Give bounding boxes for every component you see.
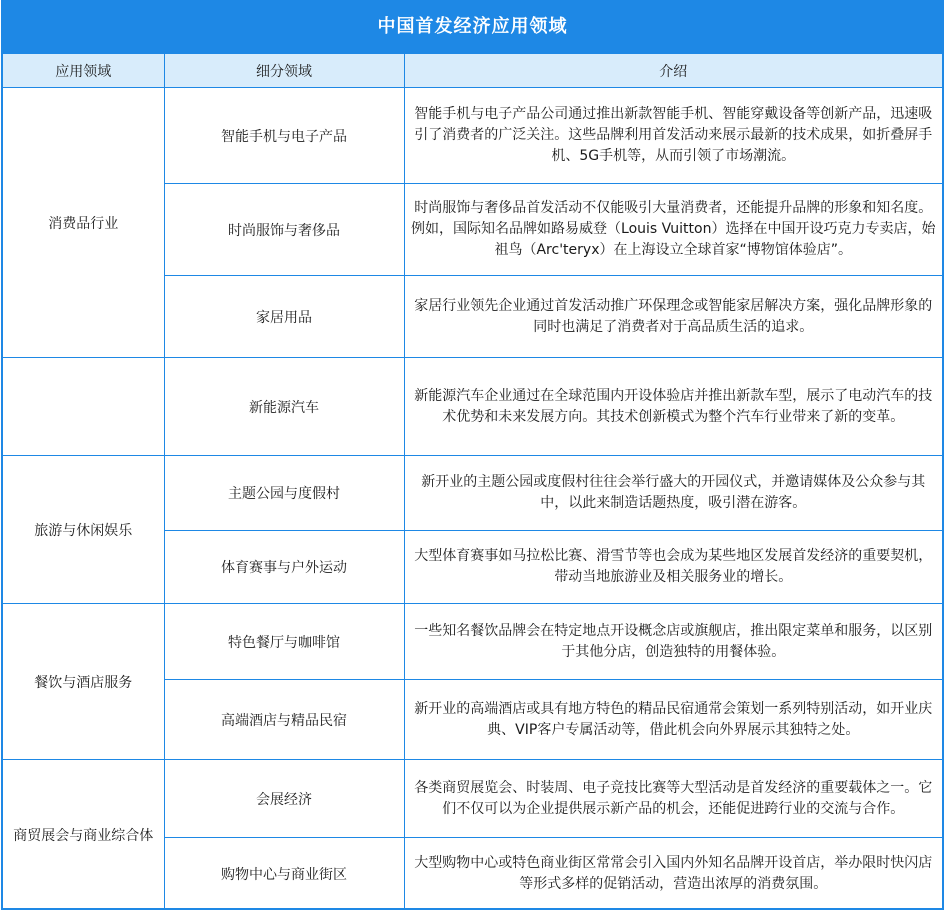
header-category: 应用领域 <box>3 54 164 88</box>
category-cell: 商贸展会与商业综合体 <box>3 760 164 910</box>
table-row <box>3 604 942 680</box>
description-cell: 一些知名餐饮品牌会在特定地点开设概念店或旗舰店，推出限定菜单和服务，以区别于其他分店，创造独特的用餐体验。 <box>404 604 942 680</box>
subcategory-cell: 新能源汽车 <box>164 358 404 456</box>
subcategory-cell: 家居用品 <box>164 276 404 358</box>
document-frame <box>1 0 944 910</box>
description-cell: 大型体育赛事如马拉松比赛、滑雪节等也会成为某些地区发展首发经济的重要契机，带动当地旅游业及相关服务业的增长。 <box>404 531 942 604</box>
category-cell: 旅游与休闲娱乐 <box>3 456 164 604</box>
header-row <box>3 54 942 88</box>
description-cell: 新开业的高端酒店或具有地方特色的精品民宿通常会策划一系列特别活动，如开业庆典、VIP客户专属活动等，借此机会向外界展示其独特之处。 <box>404 680 942 760</box>
category-cell <box>3 358 164 456</box>
description-cell: 大型购物中心或特色商业街区常常会引入国内外知名品牌开设首店，举办限时快闪店等形式多样的促销活动，营造出浓厚的消费氛围。 <box>404 838 942 910</box>
category-cell: 消费品行业 <box>3 88 164 358</box>
description-cell: 新开业的主题公园或度假村往往会举行盛大的开园仪式，并邀请媒体及公众参与其中，以此来制造话题热度，吸引潜在游客。 <box>404 456 942 531</box>
subcategory-cell: 会展经济 <box>164 760 404 838</box>
description-cell: 时尚服饰与奢侈品首发活动不仅能吸引大量消费者，还能提升品牌的形象和知名度。例如，国际知名品牌如路易威登（Louis Vuitton）选择在中国开设巧克力专卖店，始祖鸟（Arc'teryx）在上海设立全球首家“博物馆体验店”。 <box>404 184 942 276</box>
category-cell: 餐饮与酒店服务 <box>3 604 164 760</box>
header-description: 介绍 <box>404 54 942 88</box>
subcategory-cell: 主题公园与度假村 <box>164 456 404 531</box>
table-row <box>3 88 942 184</box>
subcategory-cell: 高端酒店与精品民宿 <box>164 680 404 760</box>
subcategory-cell: 体育赛事与户外运动 <box>164 531 404 604</box>
subcategory-cell: 智能手机与电子产品 <box>164 88 404 184</box>
table-row <box>3 760 942 838</box>
header-subcategory: 细分领域 <box>164 54 404 88</box>
table-row <box>3 456 942 531</box>
description-cell: 家居行业领先企业通过首发活动推广环保理念或智能家居解决方案，强化品牌形象的同时也满足了消费者对于高品质生活的追求。 <box>404 276 942 358</box>
table-row <box>3 358 942 456</box>
application-table <box>3 54 942 910</box>
subcategory-cell: 购物中心与商业街区 <box>164 838 404 910</box>
description-cell: 各类商贸展览会、时装周、电子竞技比赛等大型活动是首发经济的重要载体之一。它们不仅可以为企业提供展示新产品的机会，还能促进跨行业的交流与合作。 <box>404 760 942 838</box>
table-title: 中国首发经济应用领域 <box>3 0 942 54</box>
subcategory-cell: 时尚服饰与奢侈品 <box>164 184 404 276</box>
subcategory-cell: 特色餐厅与咖啡馆 <box>164 604 404 680</box>
description-cell: 智能手机与电子产品公司通过推出新款智能手机、智能穿戴设备等创新产品，迅速吸引了消费者的广泛关注。这些品牌利用首发活动来展示最新的技术成果，如折叠屏手机、5G手机等，从而引领了市场潮流。 <box>404 88 942 184</box>
description-cell: 新能源汽车企业通过在全球范围内开设体验店并推出新款车型，展示了电动汽车的技术优势和未来发展方向。其技术创新模式为整个汽车行业带来了新的变革。 <box>404 358 942 456</box>
